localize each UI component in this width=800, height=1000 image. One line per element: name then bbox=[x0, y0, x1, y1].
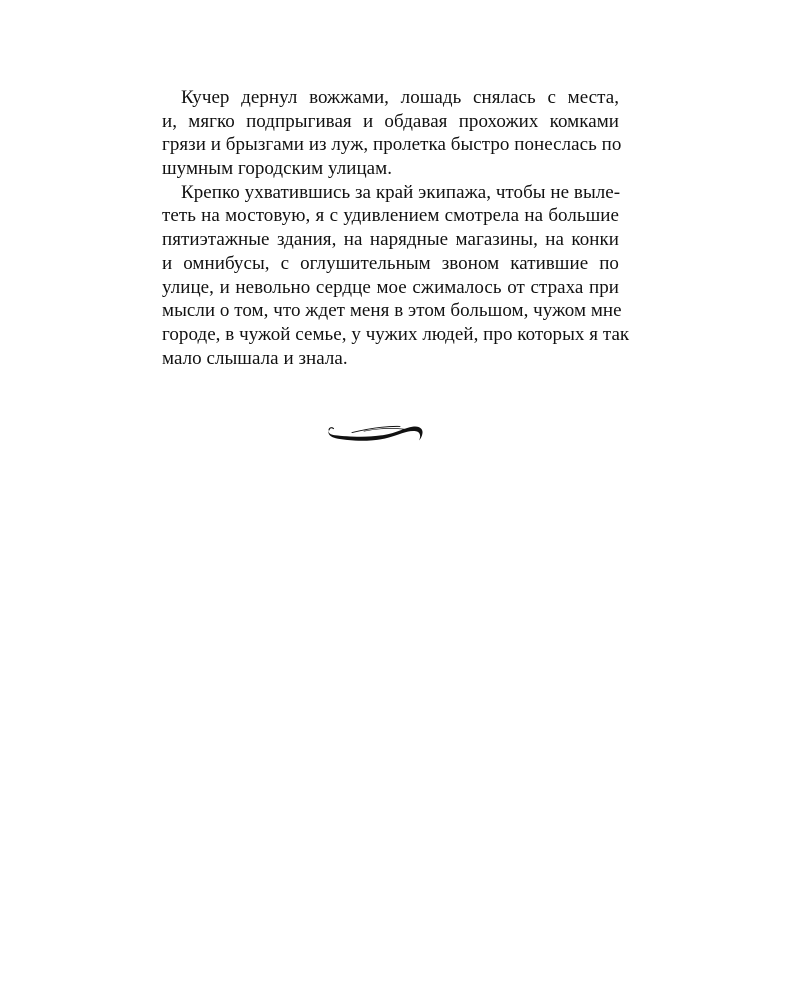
text-line: шумным городским улицам. bbox=[162, 158, 393, 180]
text-line: мало слышала и знала. bbox=[162, 347, 348, 369]
text-line: улице, и невольно сердце мое сжималось от страха при bbox=[162, 276, 619, 298]
flourish-divider-icon bbox=[326, 419, 426, 447]
text-line: городе, в чужой семье, у чужих людей, про которых я так bbox=[162, 323, 630, 345]
text-line: грязи и брызгами из луж, пролетка быстро понеслась по bbox=[162, 134, 622, 156]
paragraph-1 bbox=[162, 86, 622, 181]
text-line: теть на мостовую, я с удивлением смотрела на большие bbox=[162, 205, 619, 227]
text-line: пятиэтажные здания, на нарядные магазины, на конки bbox=[162, 229, 619, 251]
text-line: и омнибусы, с оглушительным звоном катившие по bbox=[162, 252, 619, 274]
text-line: мысли о том, что ждет меня в этом большом, чужом мне bbox=[162, 300, 622, 322]
body-text bbox=[162, 86, 630, 370]
text-line: Кучер дернул вожжами, лошадь снялась с места, bbox=[181, 87, 619, 108]
text-line: и, мягко подпрыгивая и обдавая прохожих комками bbox=[162, 110, 619, 132]
text-line: Крепко ухватившись за край экипажа, чтобы не выле- bbox=[181, 181, 621, 203]
paragraph-2 bbox=[162, 181, 630, 371]
